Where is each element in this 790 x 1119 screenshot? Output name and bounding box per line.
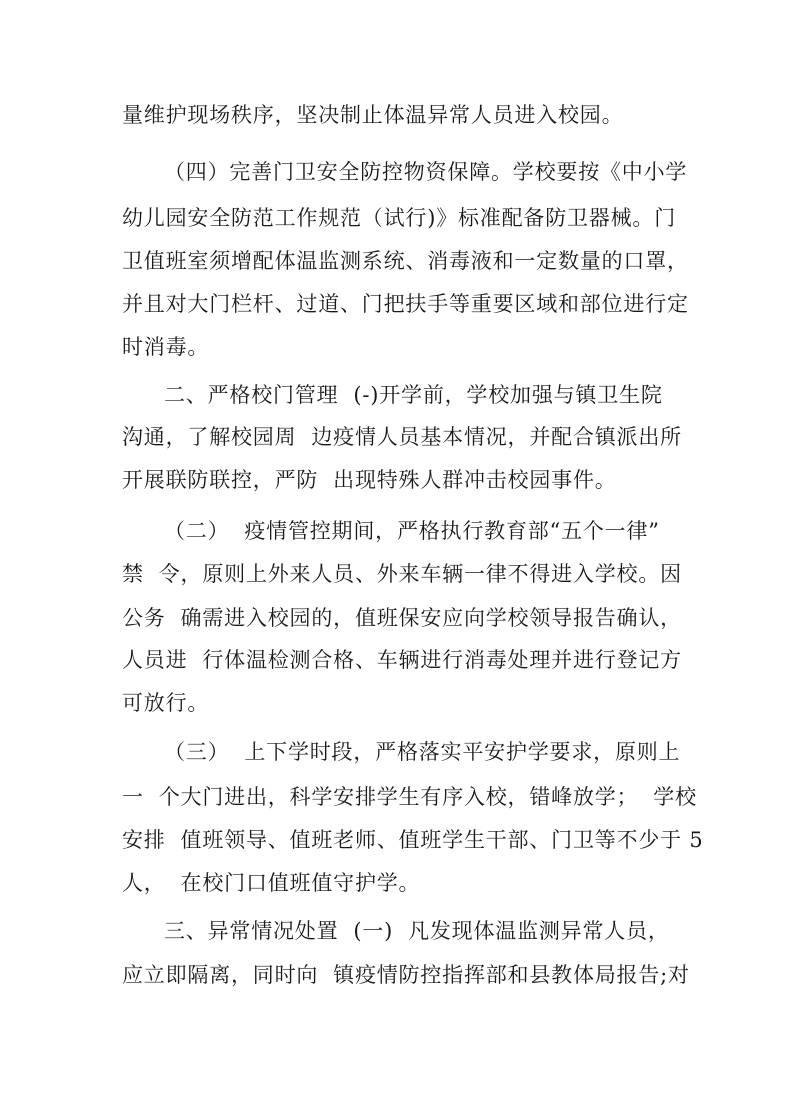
text-line: 开展联防联控，严防 出现特殊人群冲击校园事件。	[122, 468, 617, 492]
text-line: （四）完善门卫安全防控物资保障。学校要按《中小学	[164, 160, 688, 184]
text-line: （二） 疫情管控期间，严格执行教育部“五个一律”	[164, 519, 660, 543]
text-line: 应立即隔离，同时向 镇疫情防控指挥部和县教体局报告;对	[122, 963, 690, 987]
text-line: 时消毒。	[122, 335, 210, 359]
text-line: 人， 在校门口值班值守护学。	[122, 871, 421, 895]
text-line: 禁 令，原则上外来人员、外来车辆一律不得进入学校。因	[122, 562, 682, 586]
text-line: 一 个大门进出，科学安排学生有序入校，错峰放学； 学校	[122, 785, 697, 809]
text-line: 三、异常情况处置 (一) 凡发现体温监测异常人员，	[164, 919, 670, 943]
text-line: 沟通，了解校园周 边疫情人员基本情况，并配合镇派出所	[122, 425, 682, 449]
text-line: 二、严格校门管理 (-)开学前，学校加强与镇卫生院	[164, 383, 663, 407]
text-line: 人员进 行体温检测合格、车辆进行消毒处理并进行登记方	[122, 648, 682, 672]
text-line: 公务 确需进入校园的，值班保安应向学校领导报告确认，	[122, 606, 682, 630]
text-line: （三） 上下学时段，严格落实平安护学要求，原则上	[164, 740, 681, 764]
text-line: 并且对大门栏杆、过道、门把扶手等重要区域和部位进行定	[122, 292, 689, 316]
text-line: 幼儿园安全防范工作规范（试行)》标准配备防卫器械。门	[122, 206, 676, 230]
text-line: 安排 值班领导、值班老师、值班学生干部、门卫等不少于 5	[122, 828, 704, 852]
text-line: 可放行。	[122, 691, 210, 715]
text-line: 卫值班室须增配体温监测系统、消毒液和一定数量的口罩，	[122, 249, 689, 273]
text-line: 量维护现场秩序，坚决制止体温异常人员进入校园。	[122, 103, 624, 127]
